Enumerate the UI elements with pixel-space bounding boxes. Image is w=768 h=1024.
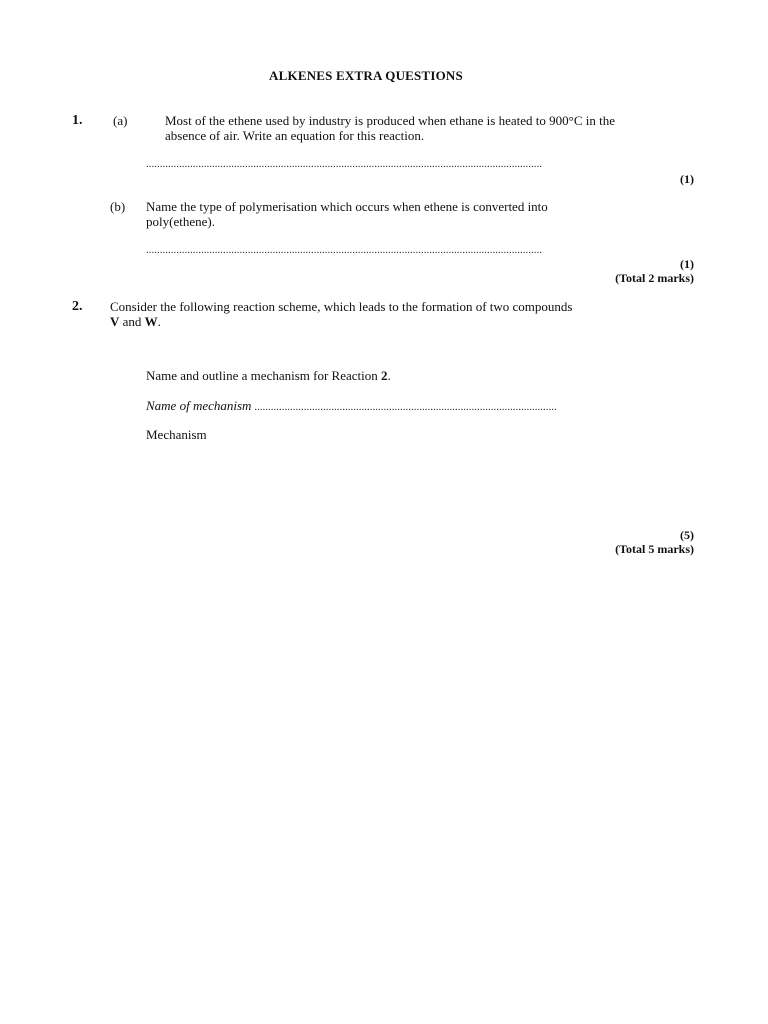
question-1-total-marks: (Total 2 marks): [615, 271, 694, 285]
question-2-instruction: [146, 368, 391, 384]
question-1b-text-line1: Name the type of polymerisation which occurs when ethene is converted into: [146, 199, 548, 214]
mechanism-label: Mechanism: [146, 427, 207, 442]
question-2-number: 2.: [72, 299, 83, 314]
and-text: and: [119, 314, 145, 329]
question-1a-text-line1: Most of the ethene used by industry is produced when ethane is heated to 900°C in the: [165, 113, 615, 128]
question-2-marks: (5): [680, 528, 694, 542]
instruction-end: .: [387, 368, 391, 383]
question-2-text-line1: Consider the following reaction scheme, which leads to the formation of two compounds: [110, 299, 573, 314]
period-text: .: [157, 314, 161, 329]
question-1b-text-line2: poly(ethene).: [146, 214, 215, 229]
question-1-number: 1.: [72, 113, 83, 128]
compound-v-label: V: [110, 314, 120, 329]
question-1a-answer-line[interactable]: ................................................................................................................................................: [146, 158, 542, 170]
question-1a-marks: (1): [680, 172, 694, 186]
instruction-text: Name and outline a mechanism for Reaction: [146, 368, 382, 383]
compound-w-label: W: [144, 314, 158, 329]
question-1b-answer-line[interactable]: ................................................................................................................................................: [146, 244, 542, 256]
mechanism-name-label: Name of mechanism: [146, 398, 252, 413]
question-1b-marks: (1): [680, 257, 694, 271]
mechanism-name-answer-line[interactable]: ..............................................................................................................: [251, 401, 557, 413]
question-1a-text-line2: absence of air. Write an equation for this reaction.: [165, 128, 425, 143]
question-2-total-marks: (Total 5 marks): [615, 542, 694, 556]
question-1b-label: (b): [110, 199, 126, 214]
reaction-number: 2: [381, 368, 388, 383]
page-title: ALKENES EXTRA QUESTIONS: [269, 68, 463, 83]
mechanism-name-row: [146, 398, 557, 415]
mechanism-answer-area[interactable]: [146, 448, 692, 520]
question-2-text-line2: [110, 314, 161, 330]
question-1a-label: (a): [113, 113, 128, 128]
